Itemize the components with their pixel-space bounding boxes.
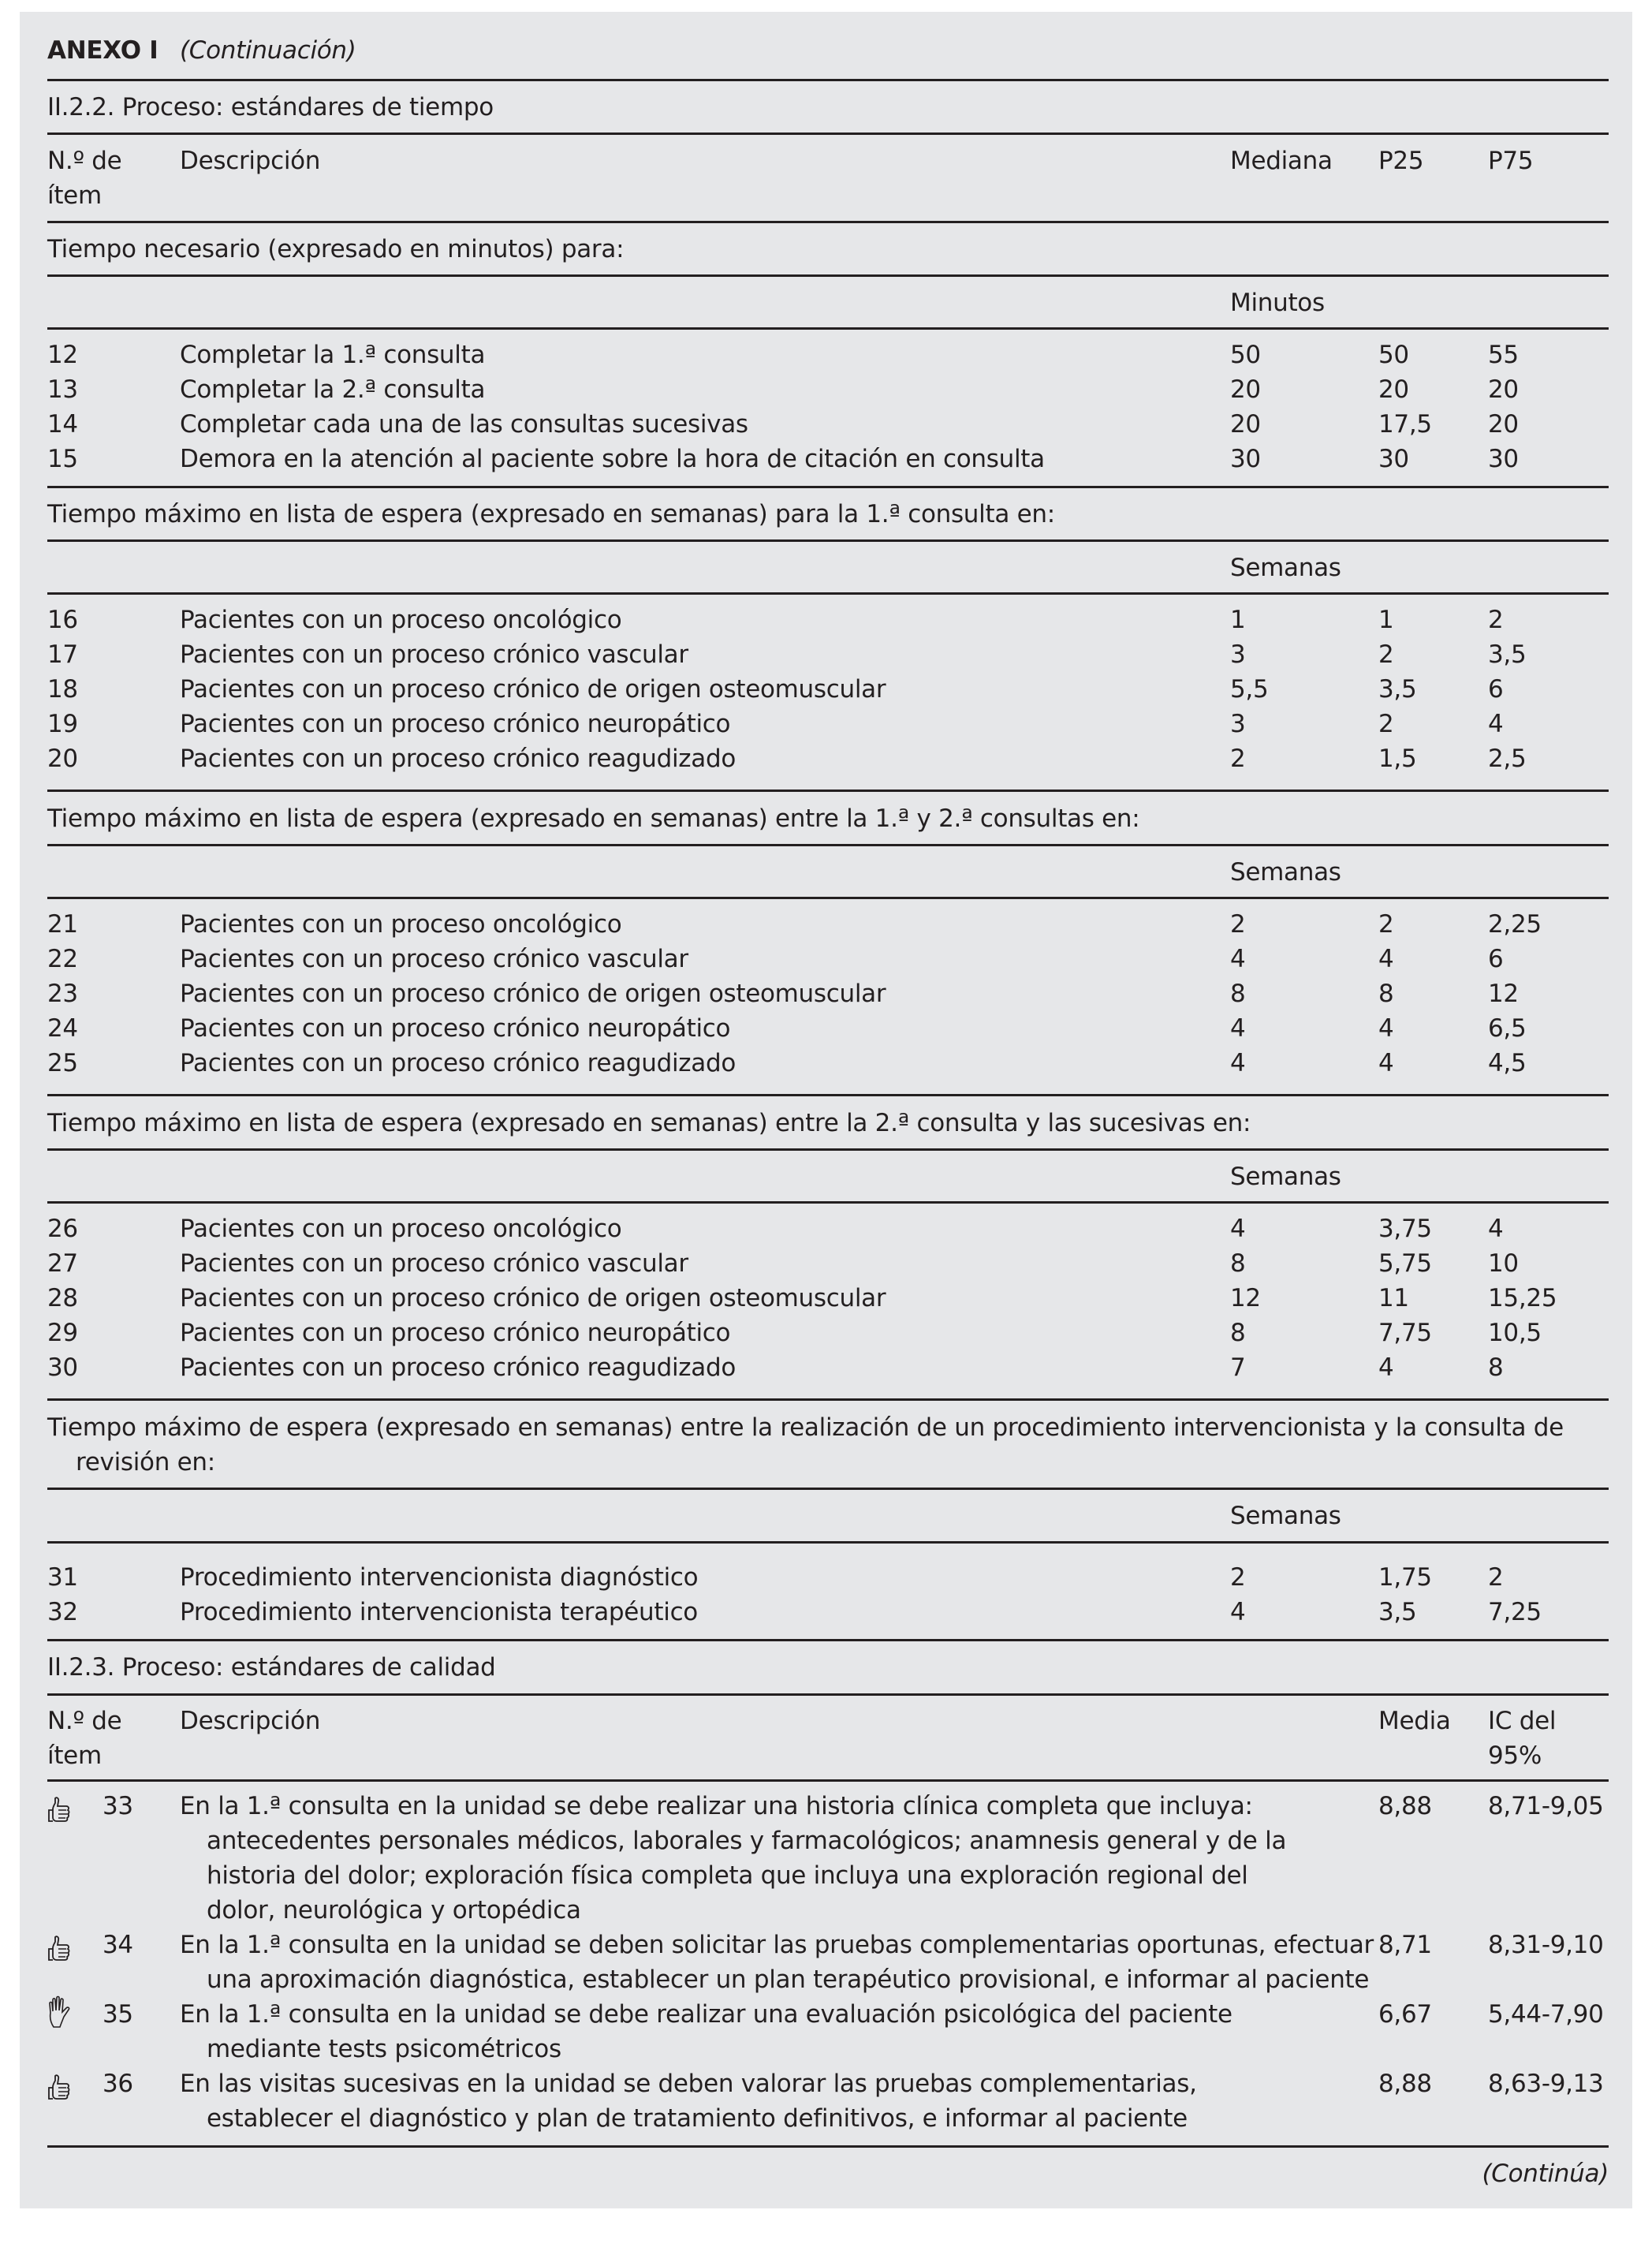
median-value: 30 — [1230, 445, 1261, 473]
p75-value: 20 — [1488, 410, 1519, 439]
p25-value: 1,5 — [1378, 745, 1417, 773]
group-heading: Tiempo máximo de espera (expresado en semanas) entre la realización de un procedimiento intervencionista y la consulta de — [47, 1413, 1564, 1442]
continues-label: (Continúa) — [1482, 2160, 1609, 2188]
median-value: 1 — [1230, 606, 1246, 634]
mean-value: 8,88 — [1378, 1792, 1432, 1820]
p25-value: 2 — [1378, 640, 1394, 669]
p25-value: 20 — [1378, 375, 1409, 404]
item-description: Pacientes con un proceso crónico neuropático — [180, 710, 731, 738]
item-number: 16 — [47, 606, 78, 634]
p25-value: 3,5 — [1378, 1598, 1417, 1626]
p25-value: 1,75 — [1378, 1563, 1432, 1592]
item-number: 36 — [103, 2070, 133, 2098]
p75-value: 6,5 — [1488, 1014, 1527, 1043]
divider — [47, 897, 1609, 899]
item-number: 34 — [103, 1931, 133, 1959]
median-value: 4 — [1230, 1014, 1246, 1043]
item-description: Demora en la atención al paciente sobre la hora de citación en consulta — [180, 445, 1045, 473]
item-description: Procedimiento intervencionista diagnóstico — [180, 1563, 699, 1592]
col-header-mean: Media — [1378, 1707, 1451, 1735]
p75-value: 12 — [1488, 980, 1519, 1008]
item-number: 29 — [47, 1319, 78, 1347]
item-description-line: una aproximación diagnóstica, establecer un plan terapéutico provisional, e informar al paciente — [207, 1965, 1370, 1994]
unit-label: Semanas — [1230, 1163, 1341, 1191]
median-value: 12 — [1230, 1284, 1261, 1312]
item-description: Pacientes con un proceso crónico vascular — [180, 640, 688, 669]
item-number: 14 — [47, 410, 78, 439]
item-description-line: establecer el diagnóstico y plan de tratamiento definitivos, e informar al paciente — [207, 2104, 1188, 2133]
item-description: Completar la 1.ª consulta — [180, 341, 486, 369]
p75-value: 6 — [1488, 675, 1504, 704]
median-value: 50 — [1230, 341, 1261, 369]
divider — [47, 1094, 1609, 1096]
item-number: 27 — [47, 1249, 78, 1278]
p25-value: 17,5 — [1378, 410, 1432, 439]
item-description: Pacientes con un proceso crónico de origen osteomuscular — [180, 980, 886, 1008]
divider — [47, 1639, 1609, 1641]
col-header-p25: P25 — [1378, 147, 1424, 175]
p25-value: 5,75 — [1378, 1249, 1432, 1278]
p25-value: 4 — [1378, 1353, 1394, 1382]
p75-value: 10 — [1488, 1249, 1519, 1278]
divider — [47, 592, 1609, 595]
p75-value: 4 — [1488, 1215, 1504, 1243]
item-description: Completar la 2.ª consulta — [180, 375, 486, 404]
divider — [47, 1488, 1609, 1490]
group-heading: Tiempo máximo en lista de espera (expresado en semanas) para la 1.ª consulta en: — [47, 500, 1055, 528]
median-value: 2 — [1230, 745, 1246, 773]
item-description: Pacientes con un proceso crónico vascular — [180, 945, 688, 973]
median-value: 5,5 — [1230, 675, 1269, 704]
median-value: 8 — [1230, 980, 1246, 1008]
item-number: 24 — [47, 1014, 78, 1043]
p25-value: 3,75 — [1378, 1215, 1432, 1243]
group-heading-continued: revisión en: — [76, 1448, 215, 1476]
item-description: Pacientes con un proceso crónico vascular — [180, 1249, 688, 1278]
divider — [47, 1398, 1609, 1401]
col-header-description: Descripción — [180, 147, 321, 175]
unit-label: Semanas — [1230, 858, 1341, 887]
p75-value: 15,25 — [1488, 1284, 1557, 1312]
divider — [47, 486, 1609, 488]
divider — [47, 539, 1609, 542]
item-description: Pacientes con un proceso oncológico — [180, 910, 622, 939]
p25-value: 8 — [1378, 980, 1394, 1008]
p25-value: 2 — [1378, 910, 1394, 939]
item-description: Procedimiento intervencionista terapéutico — [180, 1598, 698, 1626]
col-header-item: N.º de — [47, 1707, 122, 1735]
median-value: 2 — [1230, 1563, 1246, 1592]
col-header-item-2: ítem — [47, 181, 102, 210]
item-description: En la 1.ª consulta en la unidad se debe realizar una evaluación psicológica del paciente — [180, 2000, 1232, 2029]
ci-value: 8,31-9,10 — [1488, 1931, 1604, 1959]
section-title-time: II.2.2. Proceso: estándares de tiempo — [47, 93, 494, 121]
unit-label: Semanas — [1230, 554, 1341, 582]
p75-value: 4,5 — [1488, 1049, 1527, 1077]
p75-value: 7,25 — [1488, 1598, 1542, 1626]
item-description: Pacientes con un proceso crónico reagudizado — [180, 1353, 737, 1382]
mean-value: 6,67 — [1378, 2000, 1432, 2029]
group-heading: Tiempo necesario (expresado en minutos) para: — [47, 235, 625, 263]
item-description: En la 1.ª consulta en la unidad se deben solicitar las pruebas complementarias oportunas, efectuar — [180, 1931, 1374, 1959]
item-number: 26 — [47, 1215, 78, 1243]
item-description-line: antecedentes personales médicos, laborales y farmacológicos; anamnesis general y de la — [207, 1827, 1287, 1855]
item-description-line: mediante tests psicométricos — [207, 2035, 561, 2063]
divider — [47, 327, 1609, 330]
median-value: 3 — [1230, 640, 1246, 669]
col-header-p75: P75 — [1488, 147, 1534, 175]
p75-value: 2,5 — [1488, 745, 1527, 773]
item-number: 15 — [47, 445, 78, 473]
item-number: 22 — [47, 945, 78, 973]
item-number: 23 — [47, 980, 78, 1008]
mean-value: 8,88 — [1378, 2070, 1432, 2098]
group-heading: Tiempo máximo en lista de espera (expresado en semanas) entre la 1.ª y 2.ª consultas en: — [47, 804, 1140, 833]
item-number: 12 — [47, 341, 78, 369]
divider — [47, 1779, 1609, 1782]
item-number: 19 — [47, 710, 78, 738]
p25-value: 3,5 — [1378, 675, 1417, 704]
median-value: 4 — [1230, 1598, 1246, 1626]
divider — [47, 133, 1609, 135]
p25-value: 7,75 — [1378, 1319, 1432, 1347]
p75-value: 3,5 — [1488, 640, 1527, 669]
item-description: Completar cada una de las consultas sucesivas — [180, 410, 748, 439]
col-header-item-2: ítem — [47, 1741, 102, 1770]
p25-value: 4 — [1378, 1014, 1394, 1043]
p25-value: 50 — [1378, 341, 1409, 369]
median-value: 4 — [1230, 1215, 1246, 1243]
divider — [47, 1541, 1609, 1544]
item-description: Pacientes con un proceso oncológico — [180, 606, 622, 634]
mean-value: 8,71 — [1378, 1931, 1432, 1959]
item-number: 33 — [103, 1792, 133, 1820]
item-description: Pacientes con un proceso crónico de origen osteomuscular — [180, 675, 886, 704]
divider — [47, 274, 1609, 277]
col-header-median: Mediana — [1230, 147, 1333, 175]
p75-value: 20 — [1488, 375, 1519, 404]
section-title-quality: II.2.3. Proceso: estándares de calidad — [47, 1653, 496, 1682]
divider — [47, 2145, 1609, 2148]
item-description: Pacientes con un proceso crónico neuropático — [180, 1319, 731, 1347]
item-number: 28 — [47, 1284, 78, 1312]
ci-value: 5,44-7,90 — [1488, 2000, 1604, 2029]
item-number: 21 — [47, 910, 78, 939]
p25-value: 1 — [1378, 606, 1394, 634]
annex-label: ANEXO I — [47, 36, 158, 65]
open-hand-icon — [46, 1995, 77, 2030]
median-value: 2 — [1230, 910, 1246, 939]
divider — [47, 1148, 1609, 1151]
divider — [47, 1693, 1609, 1696]
p25-value: 4 — [1378, 945, 1394, 973]
p75-value: 6 — [1488, 945, 1504, 973]
thumbs-up-icon — [47, 2073, 74, 2104]
item-description-line: historia del dolor; exploración física completa que incluya una exploración regional del — [207, 1861, 1248, 1890]
item-number: 31 — [47, 1563, 78, 1592]
p75-value: 4 — [1488, 710, 1504, 738]
item-number: 30 — [47, 1353, 78, 1382]
item-description-line: dolor, neurológica y ortopédica — [207, 1896, 581, 1924]
p75-value: 2,25 — [1488, 910, 1542, 939]
median-value: 4 — [1230, 1049, 1246, 1077]
item-number: 32 — [47, 1598, 78, 1626]
median-value: 8 — [1230, 1249, 1246, 1278]
thumbs-up-icon — [47, 1795, 74, 1827]
thumbs-up-icon — [47, 1934, 74, 1965]
divider — [47, 844, 1609, 846]
item-description: En las visitas sucesivas en la unidad se deben valorar las pruebas complementarias, — [180, 2070, 1197, 2098]
item-number: 35 — [103, 2000, 133, 2029]
col-header-description: Descripción — [180, 1707, 321, 1735]
group-heading: Tiempo máximo en lista de espera (expresado en semanas) entre la 2.ª consulta y las sucesivas en: — [47, 1109, 1251, 1137]
p25-value: 30 — [1378, 445, 1409, 473]
unit-label: Semanas — [1230, 1502, 1341, 1530]
item-description: Pacientes con un proceso crónico neuropático — [180, 1014, 731, 1043]
divider — [47, 1201, 1609, 1204]
median-value: 7 — [1230, 1353, 1246, 1382]
col-header-item: N.º de — [47, 147, 122, 175]
item-number: 13 — [47, 375, 78, 404]
col-header-ci: IC del — [1488, 1707, 1557, 1735]
divider — [47, 79, 1609, 81]
item-description: Pacientes con un proceso crónico reagudizado — [180, 1049, 737, 1077]
ci-value: 8,71-9,05 — [1488, 1792, 1604, 1820]
p75-value: 8 — [1488, 1353, 1504, 1382]
median-value: 8 — [1230, 1319, 1246, 1347]
median-value: 20 — [1230, 375, 1261, 404]
item-number: 18 — [47, 675, 78, 704]
p75-value: 2 — [1488, 606, 1504, 634]
item-number: 17 — [47, 640, 78, 669]
item-number: 25 — [47, 1049, 78, 1077]
median-value: 3 — [1230, 710, 1246, 738]
ci-value: 8,63-9,13 — [1488, 2070, 1604, 2098]
median-value: 4 — [1230, 945, 1246, 973]
median-value: 20 — [1230, 410, 1261, 439]
p75-value: 30 — [1488, 445, 1519, 473]
divider — [47, 790, 1609, 792]
unit-label: Minutos — [1230, 289, 1325, 317]
col-header-ci-2: 95% — [1488, 1741, 1542, 1770]
item-description: Pacientes con un proceso crónico reagudizado — [180, 745, 737, 773]
p25-value: 11 — [1378, 1284, 1409, 1312]
item-number: 20 — [47, 745, 78, 773]
divider — [47, 221, 1609, 223]
p25-value: 2 — [1378, 710, 1394, 738]
continuation-label: (Continuación) — [180, 36, 356, 65]
p25-value: 4 — [1378, 1049, 1394, 1077]
p75-value: 55 — [1488, 341, 1519, 369]
p75-value: 2 — [1488, 1563, 1504, 1592]
item-description: Pacientes con un proceso oncológico — [180, 1215, 622, 1243]
p75-value: 10,5 — [1488, 1319, 1542, 1347]
item-description: Pacientes con un proceso crónico de origen osteomuscular — [180, 1284, 886, 1312]
item-description: En la 1.ª consulta en la unidad se debe realizar una historia clínica completa que incluya: — [180, 1792, 1253, 1820]
